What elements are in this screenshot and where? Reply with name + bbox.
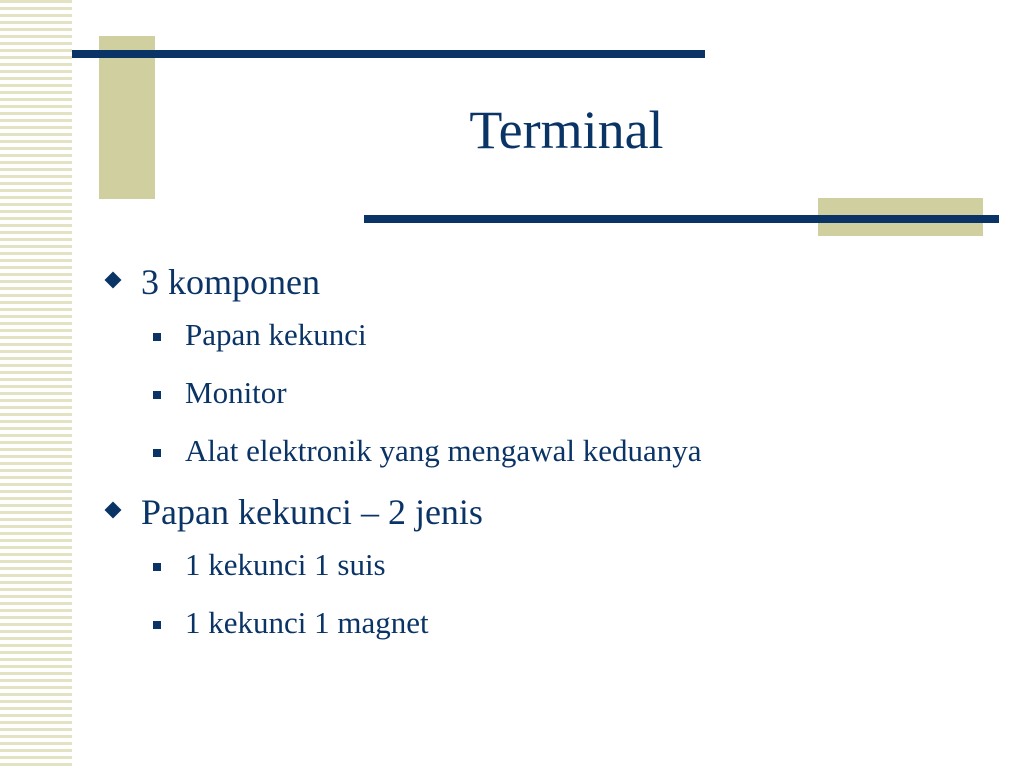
sub-bullet-text: Papan kekunci (185, 317, 367, 352)
sub-bullet-point (105, 364, 985, 422)
bottom-rule-line (364, 215, 999, 223)
square-bullet-icon (153, 621, 161, 629)
slide-title: Terminal (469, 100, 664, 160)
bullet-group-2 (105, 488, 985, 652)
sub-bullet-text: 1 kekunci 1 magnet (185, 605, 429, 640)
square-bullet-icon (153, 563, 161, 571)
square-bullet-icon (153, 391, 161, 399)
sub-bullet-point (105, 422, 985, 480)
square-bullet-icon (153, 449, 161, 457)
diamond-bullet-icon (105, 502, 122, 519)
bullet-group-1 (105, 258, 985, 480)
left-stripe-decoration (0, 0, 72, 768)
sub-bullet-point (105, 536, 985, 594)
bullet-text: 3 komponen (141, 262, 320, 302)
sub-bullet-point (105, 306, 985, 364)
sub-bullet-text: 1 kekunci 1 suis (185, 547, 386, 582)
bullet-point (105, 488, 985, 536)
sub-bullet-text: Monitor (185, 375, 287, 410)
sub-bullet-point (105, 594, 985, 652)
bullet-point (105, 258, 985, 306)
diamond-bullet-icon (105, 272, 122, 289)
sub-bullet-text: Alat elektronik yang mengawal keduanya (185, 433, 702, 468)
tan-accent-block-top (99, 36, 155, 199)
slide-content (105, 258, 985, 660)
bullet-text: Papan kekunci – 2 jenis (141, 492, 483, 532)
square-bullet-icon (153, 333, 161, 341)
top-rule-line (72, 50, 705, 58)
